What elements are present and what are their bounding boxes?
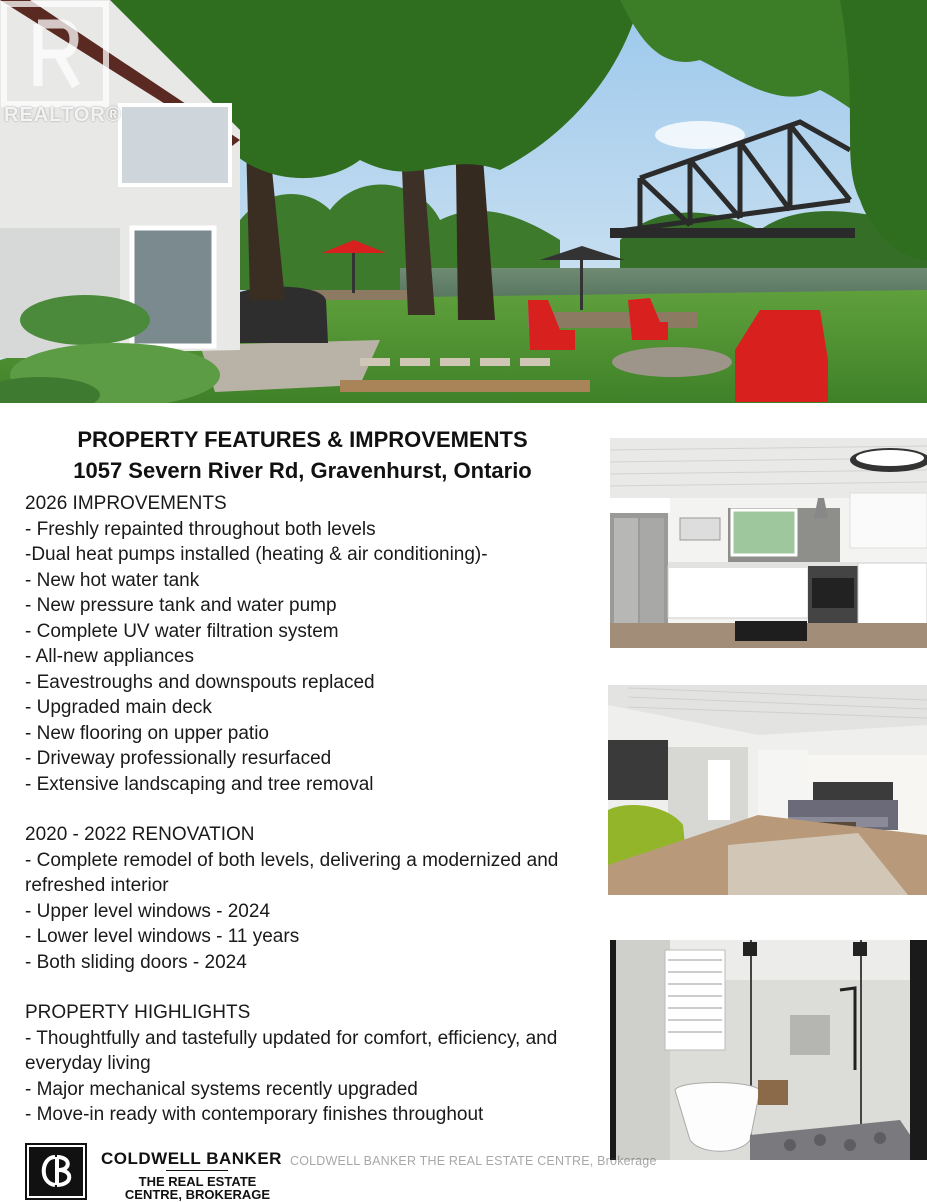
list-item: - Complete UV water filtration system: [25, 620, 339, 642]
list-item: - Upper level windows - 2024: [25, 900, 271, 922]
brokerage-watermark: COLDWELL BANKER THE REAL ESTATE CENTRE, Brokerage: [290, 1154, 657, 1168]
section-2026-improvements: [25, 491, 603, 797]
brand-line-2: CENTRE, BROKERAGE: [124, 1187, 271, 1202]
list-item: - Complete remodel of both levels, delivering a modernized and refreshed interior: [25, 849, 559, 896]
list-item: - Eavestroughs and downspouts replaced: [25, 671, 375, 693]
list-item: - Extensive landscaping and tree removal: [25, 773, 374, 795]
list-item: - New pressure tank and water pump: [25, 595, 337, 616]
section-property-highlights: [25, 1000, 603, 1128]
brand-divider: [166, 1170, 228, 1171]
list-item: - Thoughtfully and tastefully updated for comfort, efficiency, and everyday living: [25, 1027, 558, 1074]
bathroom-photo: [610, 940, 927, 1160]
features-list: [25, 491, 603, 1153]
list-item: -Dual heat pumps installed (heating & air conditioning)-: [25, 544, 488, 565]
kitchen-photo: [610, 438, 927, 648]
bedroom-photo: [608, 685, 927, 895]
list-item: - New hot water tank: [25, 569, 200, 591]
section-2020-renovation: [25, 822, 603, 975]
list-item: - Driveway professionally resurfaced: [25, 748, 332, 769]
page-title: PROPERTY FEATURES & IMPROVEMENTS: [77, 427, 528, 452]
list-item: - Both sliding doors - 2024: [25, 951, 247, 973]
coldwell-banker-logo-icon: [25, 1143, 87, 1200]
coldwell-banker-logo: [25, 1143, 87, 1200]
property-address: 1057 Severn River Rd, Gravenhurst, Ontario: [73, 458, 532, 483]
realtor-watermark: REALTOR®: [4, 104, 122, 126]
brand-name: COLDWELL BANKER: [101, 1149, 282, 1168]
section-heading: PROPERTY HIGHLIGHTS: [25, 1002, 251, 1023]
list-item: - Upgraded main deck: [25, 697, 212, 718]
section-heading: 2026 IMPROVEMENTS: [25, 493, 227, 514]
list-item: - Freshly repainted throughout both levels: [25, 518, 376, 540]
list-item: - All-new appliances: [25, 646, 194, 667]
brand-line-1: THE REAL ESTATE: [138, 1174, 257, 1189]
hero-photo: [0, 0, 927, 403]
brand-brokerage: [100, 1175, 295, 1201]
list-item: - Move-in ready with contemporary finishes throughout: [25, 1104, 484, 1125]
list-item: - Lower level windows - 11 years: [25, 926, 300, 947]
list-item: - Major mechanical systems recently upgraded: [25, 1078, 418, 1100]
section-heading: 2020 - 2022 RENOVATION: [25, 824, 255, 845]
list-item: - New flooring on upper patio: [25, 722, 269, 744]
hero-scene: [0, 0, 927, 403]
